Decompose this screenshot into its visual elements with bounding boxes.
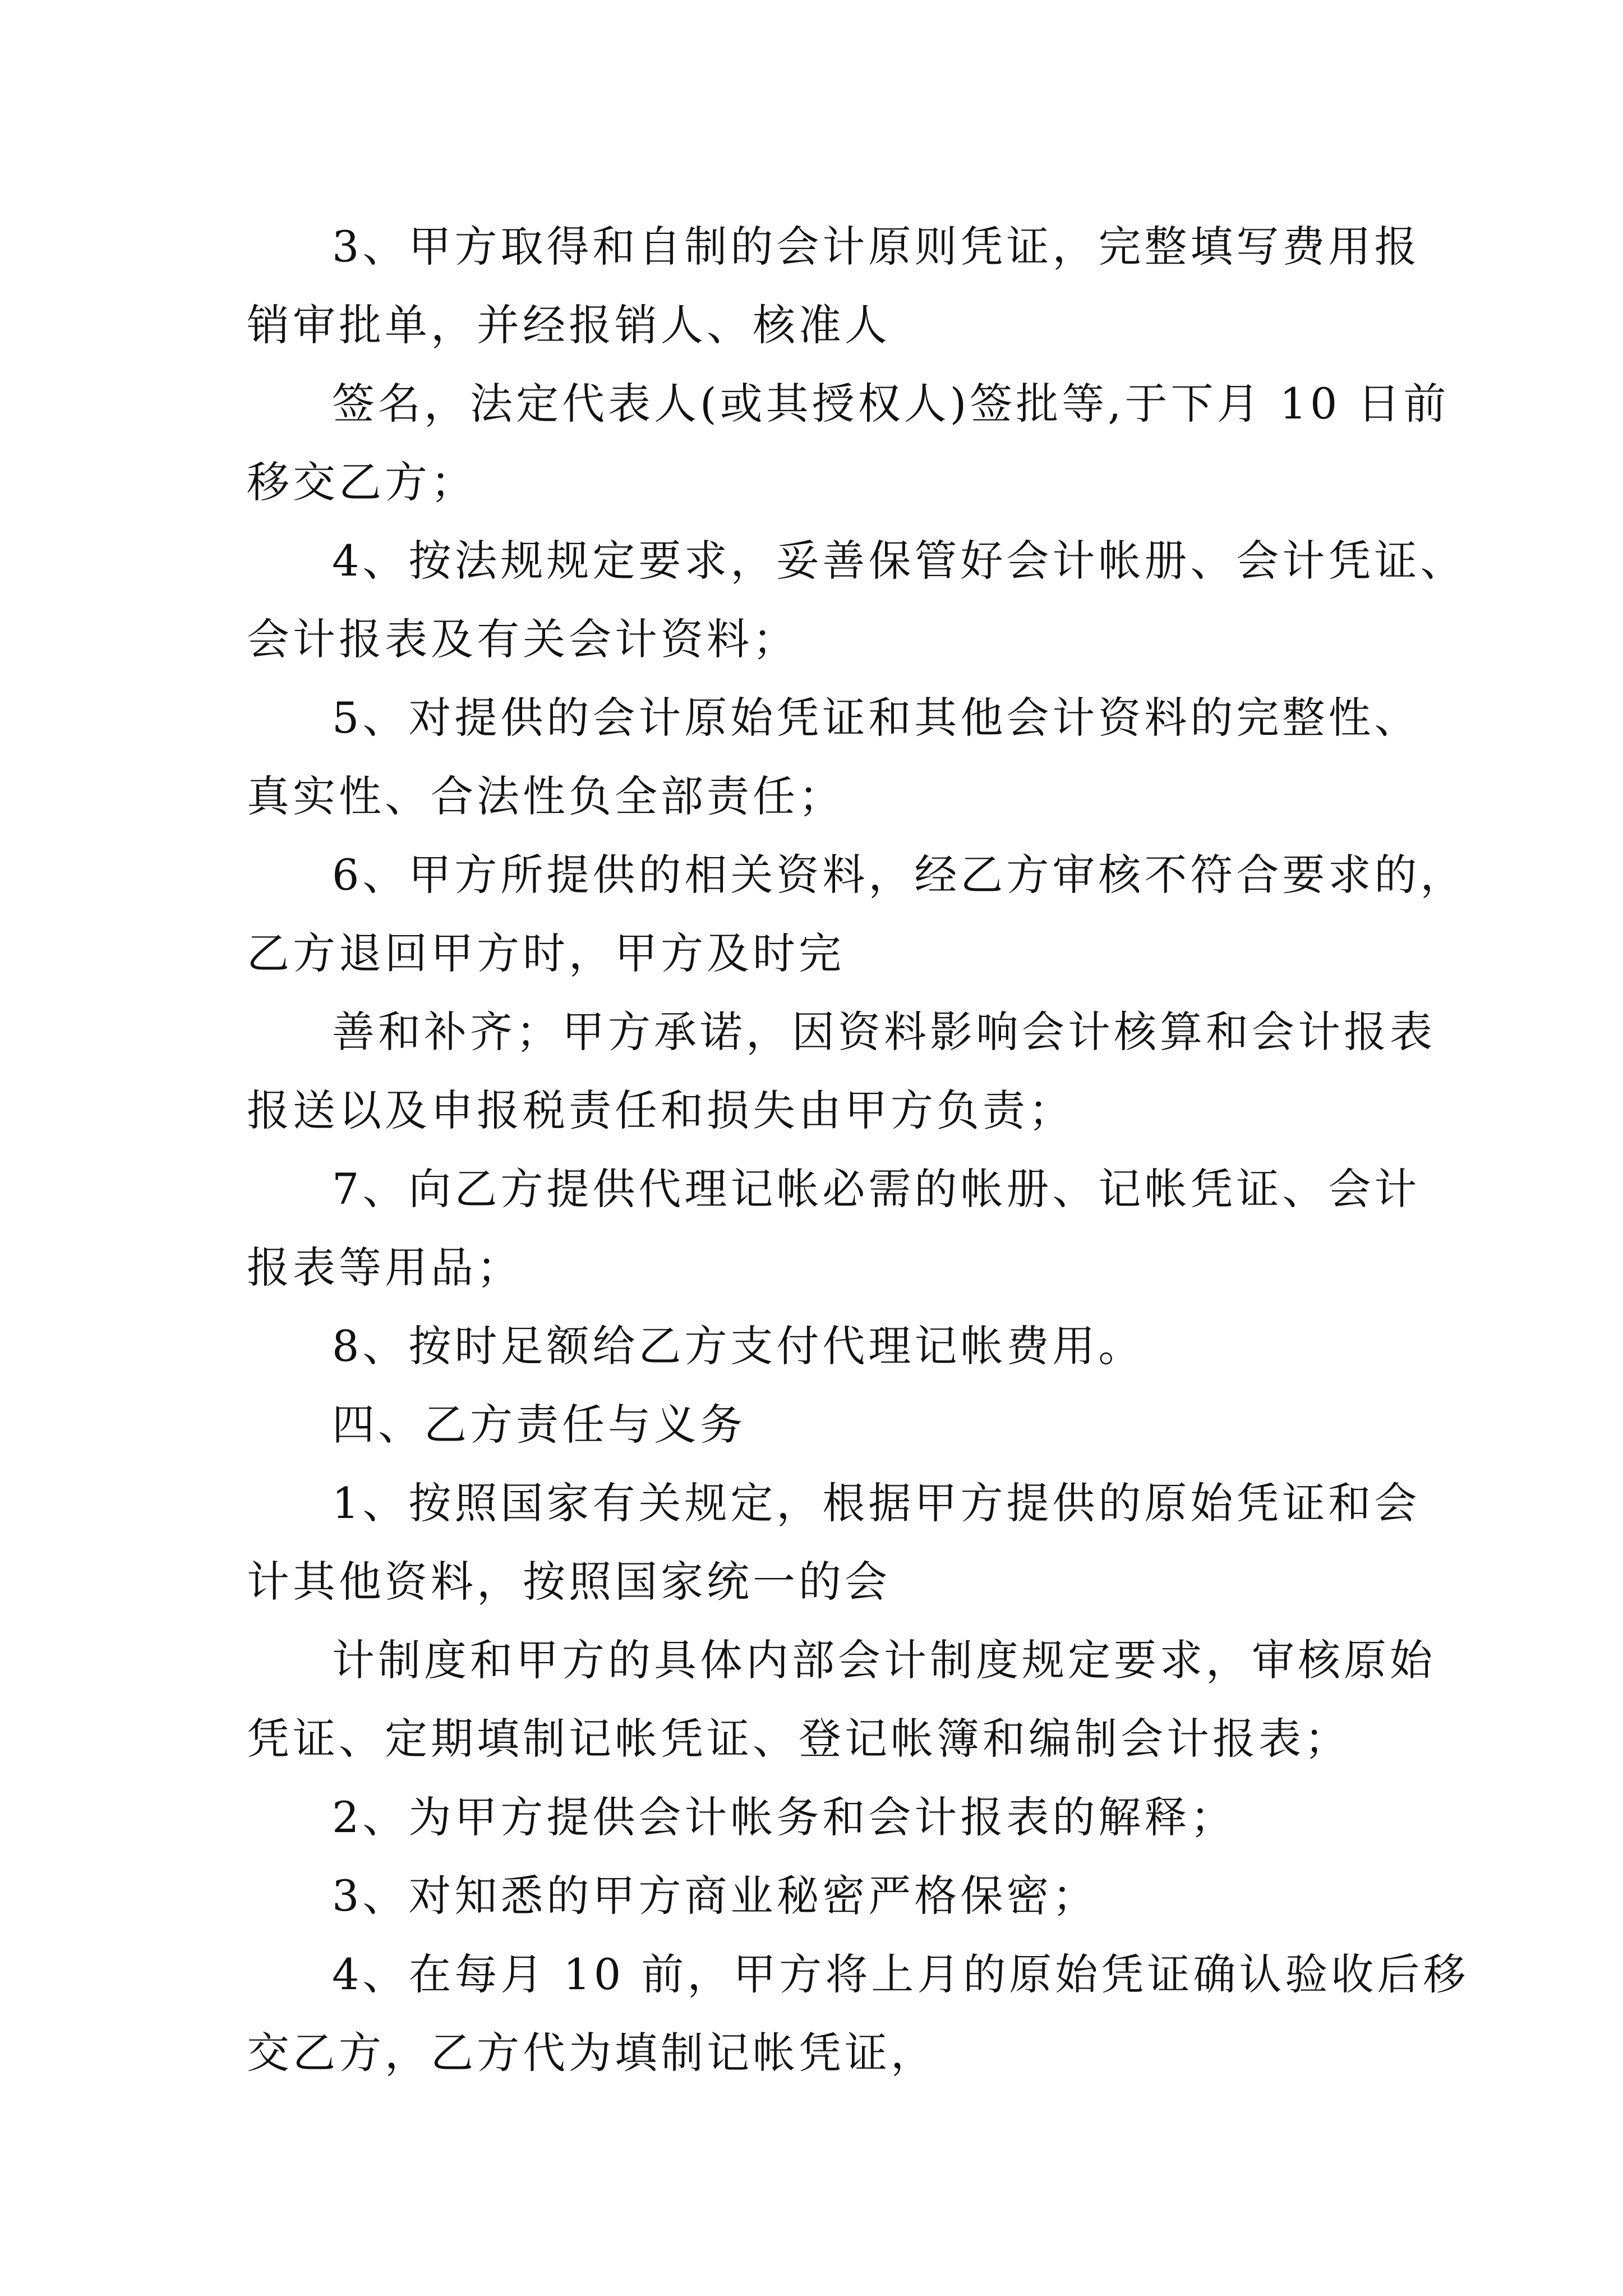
text-line: 报送以及申报税责任和损失由甲方负责；	[247, 1085, 1075, 1135]
text-line: 3、对知悉的甲方商业秘密严格保密；	[332, 1871, 1099, 1921]
text-line: 1、按照国家有关规定，根据甲方提供的原始凭证和会	[332, 1478, 1421, 1528]
text-line: 计制度和甲方的具体内部会计制度规定要求，审核原始	[332, 1635, 1436, 1685]
text-line: 报表等用品；	[247, 1243, 523, 1292]
text-line: 善和补齐；甲方承诺，因资料影响会计核算和会计报表	[332, 1007, 1436, 1057]
text-line: 2、为甲方提供会计帐务和会计报表的解释；	[332, 1792, 1237, 1842]
text-line: 6、甲方所提供的相关资料，经乙方审核不符合要求的，	[332, 850, 1467, 900]
section-heading: 四、乙方责任与义务	[332, 1400, 746, 1450]
text-line: 交乙方，乙方代为填制记帐凭证，	[247, 2028, 937, 2078]
text-line: 4、在每月 10 前，甲方将上月的原始凭证确认验收后移	[332, 1949, 1469, 1999]
text-line: 签名，法定代表人(或其授权人)签批等,于下月 10 日前	[332, 379, 1450, 429]
text-line: 乙方退回甲方时，甲方及时完	[247, 928, 845, 978]
text-line: 真实性、合法性负全部责任；	[247, 771, 845, 821]
text-line: 计其他资料，按照国家统一的会	[247, 1557, 891, 1607]
text-line: 5、对提供的会计原始凭证和其他会计资料的完整性、	[332, 693, 1421, 743]
text-line: 8、按时足额给乙方支付代理记帐费用。	[332, 1321, 1145, 1371]
text-line: 会计报表及有关会计资料；	[247, 614, 799, 664]
text-line: 移交乙方；	[247, 457, 477, 507]
text-line: 4、按法规规定要求，妥善保管好会计帐册、会计凭证、	[332, 536, 1467, 586]
document-body	[247, 208, 1469, 2092]
text-line: 3、甲方取得和自制的会计原则凭证，完整填写费用报	[332, 222, 1421, 272]
text-line: 凭证、定期填制记帐凭证、登记帐簿和编制会计报表；	[247, 1714, 1350, 1764]
text-line: 销审批单，并经报销人、核准人	[247, 300, 891, 350]
text-line: 7、向乙方提供代理记帐必需的帐册、记帐凭证、会计	[332, 1164, 1421, 1214]
